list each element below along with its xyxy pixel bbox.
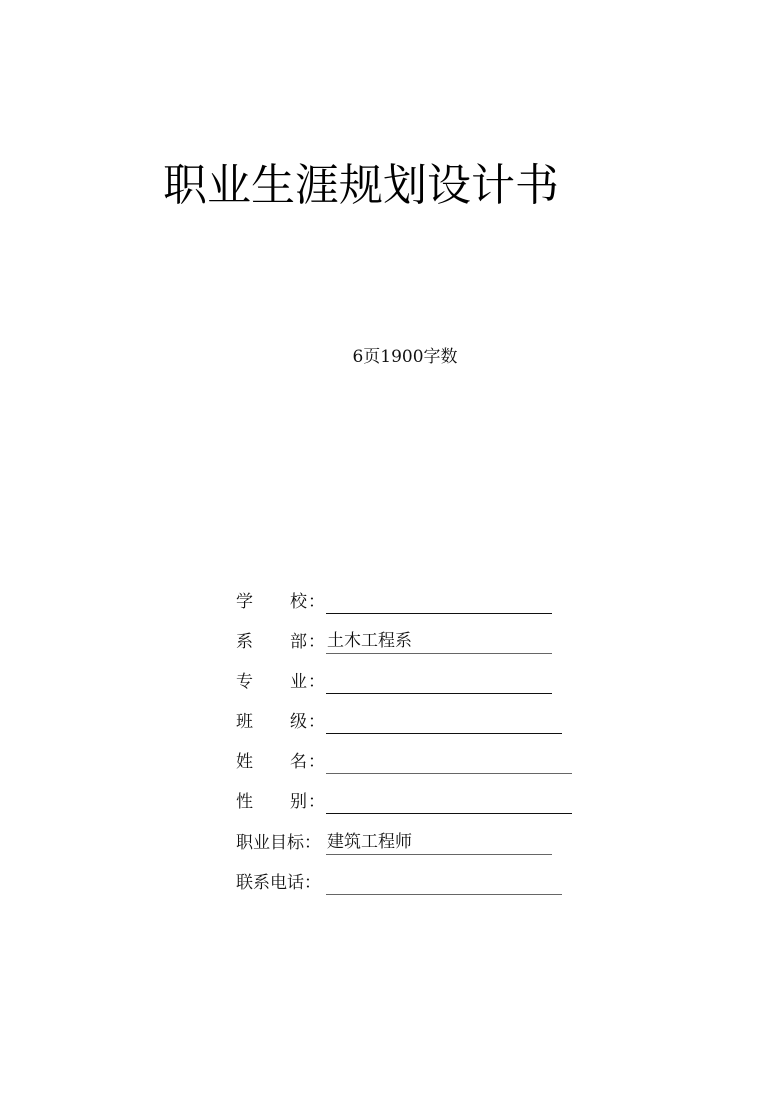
phone-row [236, 870, 636, 896]
name-row: 姓 名 ： [236, 749, 636, 775]
department-field[interactable]: 土木工程系 [326, 629, 552, 654]
department-row: 系 部 ： 土木工程系 [236, 629, 636, 655]
class-field[interactable] [326, 709, 562, 734]
page-count-note: 6页1900字数 [352, 347, 458, 367]
gender-field[interactable] [326, 789, 572, 814]
gender-row: 性 别 ： [236, 789, 636, 815]
class-row: 班 级 ： [236, 709, 636, 735]
info-form [236, 0, 656, 1095]
document-title: 职业生涯规划设计书 [163, 160, 559, 211]
name-field[interactable] [326, 749, 572, 774]
major-field[interactable] [326, 669, 552, 694]
career-goal-label: 职业目标： [236, 833, 321, 853]
career-goal-field[interactable]: 建筑工程师 [326, 830, 552, 855]
major-row: 专 业 ： [236, 669, 636, 695]
career-goal-row [236, 830, 636, 856]
phone-field[interactable] [326, 870, 562, 895]
school-row: 学 校 ： [236, 589, 636, 615]
phone-label: 联系电话： [236, 873, 321, 893]
school-field[interactable] [326, 589, 552, 614]
